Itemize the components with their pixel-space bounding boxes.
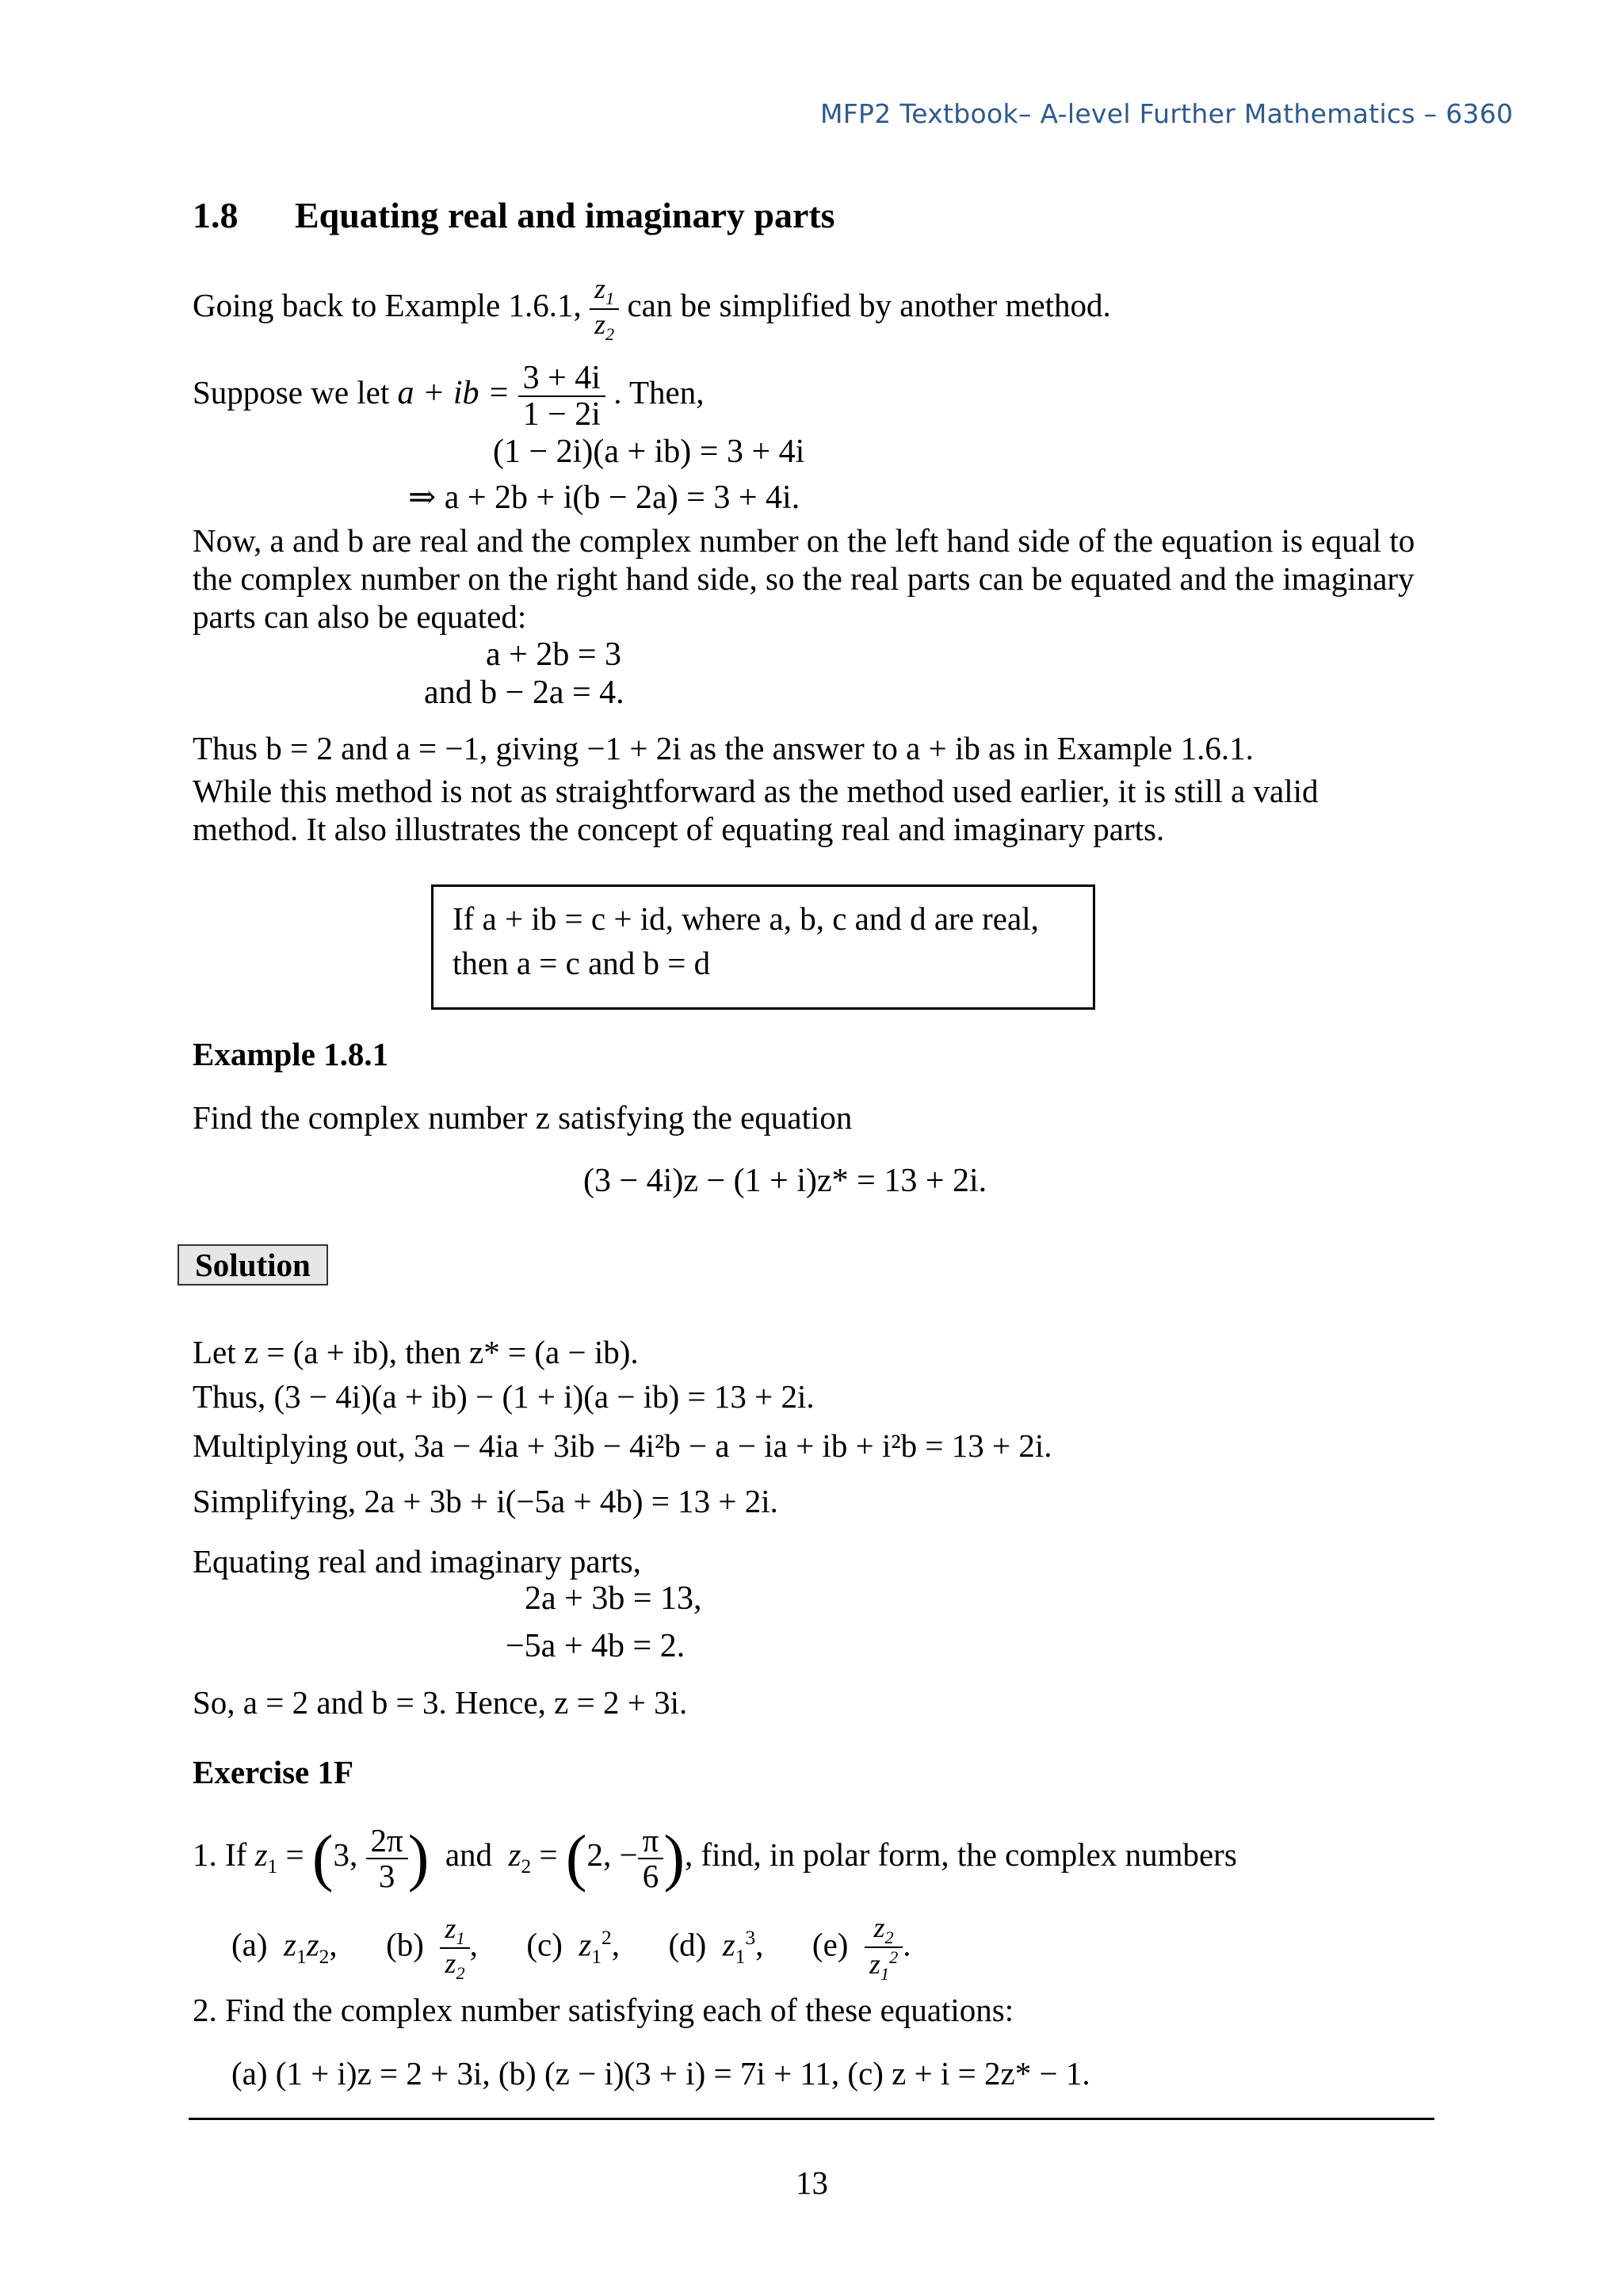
paragraph-line-1: Now, a and b are real and the complex number on the left hand side of the equation is equal to	[193, 522, 1415, 559]
z1-over-z2: $\frac{z_1}{z_2}$	[440, 1914, 469, 1983]
going-back-line: Going back to Example 1.6.1, $\frac{z_1}{z_2}$ can be simplified by another method.	[193, 272, 1111, 344]
solution-label: Solution	[178, 1244, 328, 1286]
exercise-title: Exercise 1F	[193, 1754, 354, 1790]
suppose-line: Suppose we let a + ib = $\frac{3 + 4i}{1 - 2i}$ . Then,	[193, 359, 705, 433]
while-line-2: method. It also illustrates the concept of equating real and imaginary parts.	[193, 811, 1165, 847]
solution-equation-a: 2a + 3b = 13,	[525, 1580, 702, 1617]
solution-simplifying: Simplifying, 2a + 3b + i(−5a + 4b) = 13 + 2i.	[193, 1483, 778, 1519]
z2-over-z1-squared: $\frac{z_2}{z_1^2}$	[865, 1913, 903, 1984]
example-equation: (3 − 4i)z − (1 + i)z* = 13 + 2i.	[583, 1163, 987, 1199]
paragraph-line-2: the complex number on the right hand side, so the real parts can be equated and the imaginary	[193, 560, 1415, 597]
exercise-question-2-parts: (a) (1 + i)z = 2 + 3i, (b) (z − i)(3 + i) = 7i + 11, (c) z + i = 2z* − 1.	[231, 2055, 1090, 2092]
rule-line-2: then a = c and b = d	[453, 945, 711, 981]
page-number: 13	[796, 2164, 828, 2201]
thus-line: Thus b = 2 and a = −1, giving −1 + 2i as the answer to a + ib as in Example 1.6.1.	[193, 730, 1254, 766]
example-prompt: Find the complex number z satisfying the equation	[193, 1099, 853, 1136]
footer-rule	[189, 2118, 1434, 2120]
rule-line-1: If a + ib = c + id, where a, b, c and d are real,	[453, 900, 1039, 937]
exercise-question-1-parts: (a) $z_1z_2$, (b) $\frac{z_1}{z_2}$ , (c) $z_1^2$, (d) $z_1^3$, (e) $\frac{z_2}{z_1^2}$ .	[231, 1911, 911, 1985]
rule-box	[431, 884, 1095, 1010]
two-pi-over-three: $\frac{2\pi}{3}$	[366, 1824, 408, 1893]
equation-2: ⇒ a + 2b + i(b − 2a) = 3 + 4i.	[408, 479, 800, 516]
exercise-question-2: 2. Find the complex number satisfying each of these equations:	[193, 1992, 1014, 2028]
solution-thus: Thus, (3 − 4i)(a + ib) − (1 + i)(a − ib) = 13 + 2i.	[193, 1378, 815, 1415]
solution-result: So, a = 2 and b = 3. Hence, z = 2 + 3i.	[193, 1684, 688, 1721]
solution-equation-b: −5a + 4b = 2.	[506, 1628, 685, 1664]
solution-equating: Equating real and imaginary parts,	[193, 1543, 641, 1580]
example-title: Example 1.8.1	[193, 1036, 389, 1072]
exercise-question-1: 1. If $z_1 = (3$, $\frac{2\pi}{3}$ ) and $z_2 = (2$, − $\frac{\pi}{6}$ ), find, in polar form, the complex numbers	[193, 1821, 1237, 1894]
section-title: Equating real and imaginary parts	[295, 195, 835, 235]
solution-let: Let z = (a + ib), then z* = (a − ib).	[193, 1334, 639, 1370]
paragraph-line-3: parts can also be equated:	[193, 598, 527, 635]
equation-1: (1 − 2i)(a + ib) = 3 + 4i	[493, 434, 805, 470]
running-header: MFP2 Textbook– A-level Further Mathematics – 6360	[820, 98, 1514, 129]
z1-over-z2-fraction: $\frac{z_1}{z_2}$	[590, 274, 619, 343]
equation-3: a + 2b = 3	[486, 636, 622, 673]
solution-multiplying: Multiplying out, 3a − 4ia + 3ib − 4i²b − a − ia + ib + i²b = 13 + 2i.	[193, 1427, 1052, 1464]
pi-over-six: $\frac{\pi}{6}$	[638, 1824, 664, 1893]
while-line-1: While this method is not as straightforward as the method used earlier, it is still a valid	[193, 773, 1319, 809]
equation-4: and b − 2a = 4.	[424, 674, 624, 711]
section-number: 1.8	[193, 195, 239, 235]
ratio-fraction: $\frac{3 + 4i}{1 - 2i}$	[518, 361, 605, 432]
